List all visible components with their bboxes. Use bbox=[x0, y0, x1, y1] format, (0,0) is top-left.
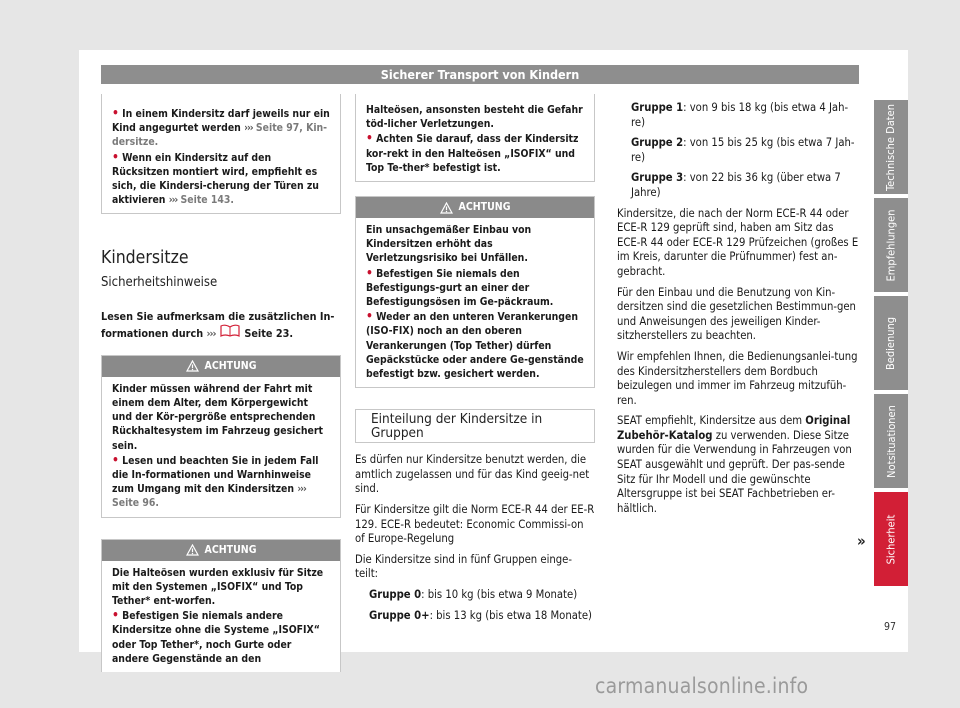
paragraph: Wir empfehlen Ihnen, die Bedienungsanlei-tung des Kindersitzherstellers dem Bordbuch beizulegen und immer im Fahrzeug mitzufüh-ren. bbox=[617, 349, 858, 407]
page-arrow-icon: ››› bbox=[168, 194, 178, 207]
bullet-icon: • bbox=[366, 131, 373, 146]
tab-sicherheit[interactable]: Sicherheit bbox=[874, 492, 908, 586]
warning-box: ACHTUNG Kinder müssen während der Fahrt mit einem dem Alter, dem Körpergewicht und der Kör-pergröße entsprechenden Rückhaltesystem im Fahrzeug gesichert sein. • Lesen und beachten Sie in jedem Fall die In-formationen und Warnhinweise zum Umgang mit den Kindersitzen ››› Seite 96. bbox=[101, 355, 341, 518]
page-link[interactable]: Seite 143. bbox=[180, 194, 234, 207]
bullet-icon: • bbox=[366, 265, 373, 280]
group-item: Gruppe 0: bis 10 kg (bis etwa 9 Monate) bbox=[369, 588, 578, 601]
page-link[interactable]: Seite 23. bbox=[244, 327, 294, 341]
warning-triangle-icon bbox=[186, 360, 199, 372]
tab-technische-daten[interactable]: Technische Daten bbox=[874, 100, 908, 194]
continued-marker: » bbox=[857, 532, 866, 550]
subsection-heading: Sicherheitshinweise bbox=[101, 275, 218, 291]
warning-bullet: • Achten Sie darauf, dass der Kindersitz kor-rekt in den Halteösen „ISOFIX“ und Top Te-ther* befestigt ist. bbox=[366, 131, 579, 174]
watermark: carmanualsonline.info bbox=[595, 674, 809, 698]
group-item: Gruppe 2: von 15 bis 25 kg (bis etwa 7 Jah-re) bbox=[631, 136, 855, 164]
note-bullet: • In einem Kindersitz darf jeweils nur ein Kind angegurtet werden ››› Seite 97, Kin-dersitze. bbox=[112, 106, 330, 149]
note-bullet: • Wenn ein Kindersitz auf den Rücksitzen montiert wird, empfiehlt es sich, die Kindersi-cherung der Türen zu aktivieren ››› Seite 143. bbox=[112, 149, 319, 207]
bullet-icon: • bbox=[366, 309, 373, 324]
chapter-tabs bbox=[874, 100, 908, 590]
tab-bedienung[interactable]: Bedienung bbox=[874, 296, 908, 390]
warning-header: ACHTUNG bbox=[356, 197, 594, 218]
warning-header: ACHTUNG bbox=[102, 356, 340, 377]
page-link[interactable]: Seite 96. bbox=[112, 497, 159, 510]
tab-empfehlungen[interactable]: Empfehlungen bbox=[874, 198, 908, 292]
column-1 bbox=[101, 94, 341, 672]
bullet-icon: • bbox=[112, 452, 119, 467]
group-item: Gruppe 0+: bis 13 kg (bis etwa 18 Monate) bbox=[369, 608, 592, 622]
section-title-box bbox=[355, 409, 595, 443]
bullet-icon: • bbox=[112, 149, 119, 164]
warning-bullet: • Weder an den unteren Verankerungen (ISO-FIX) noch an den oberen Verankerungen (Top Tether) dürfen Gepäckstücke oder andere Ge-genstände befestigt bzw. gesichert werden. bbox=[366, 309, 584, 381]
paragraph: Für den Einbau und die Benutzung von Kin-dersitzen sind die gesetzlichen Bestimmun-gen und Anweisungen des jeweiligen Kinder-sitzherstellers zu beachten. bbox=[617, 285, 856, 343]
book-icon bbox=[219, 324, 241, 337]
section-title: Einteilung der Kindersitze in Gruppen bbox=[371, 410, 543, 442]
paragraph: SEAT empfiehlt, Kindersitze aus dem Original Zubehör-Katalog zu verwenden. Diese Sitze wurden für die Verwendung in Fahrzeugen von SEAT ausgewählt und geprüft. Der pas-sende Sitz für Ihr Modell und die gewünschte Altersgruppe ist bei SEAT Fachbetrieben er-hältlich. bbox=[617, 414, 852, 515]
paragraph: Es dürfen nur Kindersitze benutzt werden, die amtlich zugelassen und für das Kind geeig-net sind. bbox=[355, 453, 590, 496]
warning-bullet: • Lesen und beachten Sie in jedem Fall die In-formationen und Warnhinweise zum Umgang mit den Kindersitzen ››› Seite 96. bbox=[112, 452, 319, 510]
warning-header: ACHTUNG bbox=[102, 540, 340, 561]
bullet-icon: • bbox=[112, 106, 119, 120]
column-3 bbox=[617, 101, 860, 522]
group-item: Gruppe 3: von 22 bis 36 kg (über etwa 7 Jahre) bbox=[631, 171, 841, 199]
page-number: 97 bbox=[884, 621, 897, 633]
group-item: Gruppe 1: von 9 bis 18 kg (bis etwa 4 Jah-re) bbox=[631, 101, 849, 129]
page-arrow-icon: ››› bbox=[244, 122, 253, 135]
warning-box: ACHTUNG Die Halteösen wurden exklusiv für Sitze mit den Systemen „ISOFIX“ und Top Tether* ent-worfen. • Befestigen Sie niemals andere Kindersitze ohne die Systeme „ISOFIX“ oder Top Tether*, noch Gurte oder andere Gegenstände an den bbox=[101, 539, 341, 672]
warning-continued-box: Halteösen, ansonsten besteht die Gefahr töd-licher Verletzungen. • Achten Sie darauf, dass der Kindersitz kor-rekt in den Halteösen „ISOFIX“ und Top Te-ther* befestigt ist. bbox=[355, 94, 595, 182]
intro-note-box bbox=[101, 94, 341, 214]
warning-triangle-icon bbox=[440, 202, 453, 214]
chapter-header: Sicherer Transport von Kindern bbox=[101, 65, 859, 84]
warning-bullet: • Befestigen Sie niemals andere Kindersitze ohne die Systeme „ISOFIX“ oder Top Tether*, noch Gurte oder andere Gegenstände an den bbox=[112, 608, 320, 665]
column-2 bbox=[355, 94, 595, 629]
paragraph: Die Kindersitze sind in fünf Gruppen einge-teilt: bbox=[355, 552, 572, 581]
warning-box: ACHTUNG Ein unsachgemäßer Einbau von Kindersitzen erhöht das Verletzungsrisiko bei Unfällen. • Befestigen Sie niemals den Befestigungs-gurt an einer der Befestigungsösen im Ge-päckraum. • Weder an den unteren Verankerungen (ISO-FIX) noch an den oberen Verankerungen (Top Tether) dürfen Gepäckstücke oder andere Ge-genstände befestigt bzw. gesichert werden. bbox=[355, 196, 595, 388]
page-arrow-icon: ››› bbox=[297, 483, 306, 496]
bullet-icon: • bbox=[112, 608, 119, 623]
warning-bullet: • Befestigen Sie niemals den Befestigungs-gurt an einer der Befestigungsösen im Ge-päckraum. bbox=[366, 265, 554, 309]
page-link[interactable]: Seite 97, Kin-dersitze. bbox=[112, 122, 328, 149]
tab-notsituationen[interactable]: Notsituationen bbox=[874, 394, 908, 488]
paragraph: Für Kindersitze gilt die Norm ECE-R 44 der EE-R 129. ECE-R bedeutet: Economic Commissi-on of Europe-Regelung bbox=[355, 503, 595, 546]
section-heading: Kindersitze bbox=[101, 248, 189, 269]
intro-text: Lesen Sie aufmerksam die zusätzlichen In-formationen durch ››› Seite 23. bbox=[101, 309, 335, 341]
warning-triangle-icon bbox=[186, 544, 199, 556]
paragraph: Kindersitze, die nach der Norm ECE-R 44 oder ECE-R 129 geprüft sind, haben am Sitz das ECE-R 44 oder ECE-R 129 Prüfzeichen (großes E im Kreis, darunter die Prüfnummer) fest an-gebracht. bbox=[617, 206, 859, 278]
page-arrow-icon: ››› bbox=[206, 327, 216, 341]
